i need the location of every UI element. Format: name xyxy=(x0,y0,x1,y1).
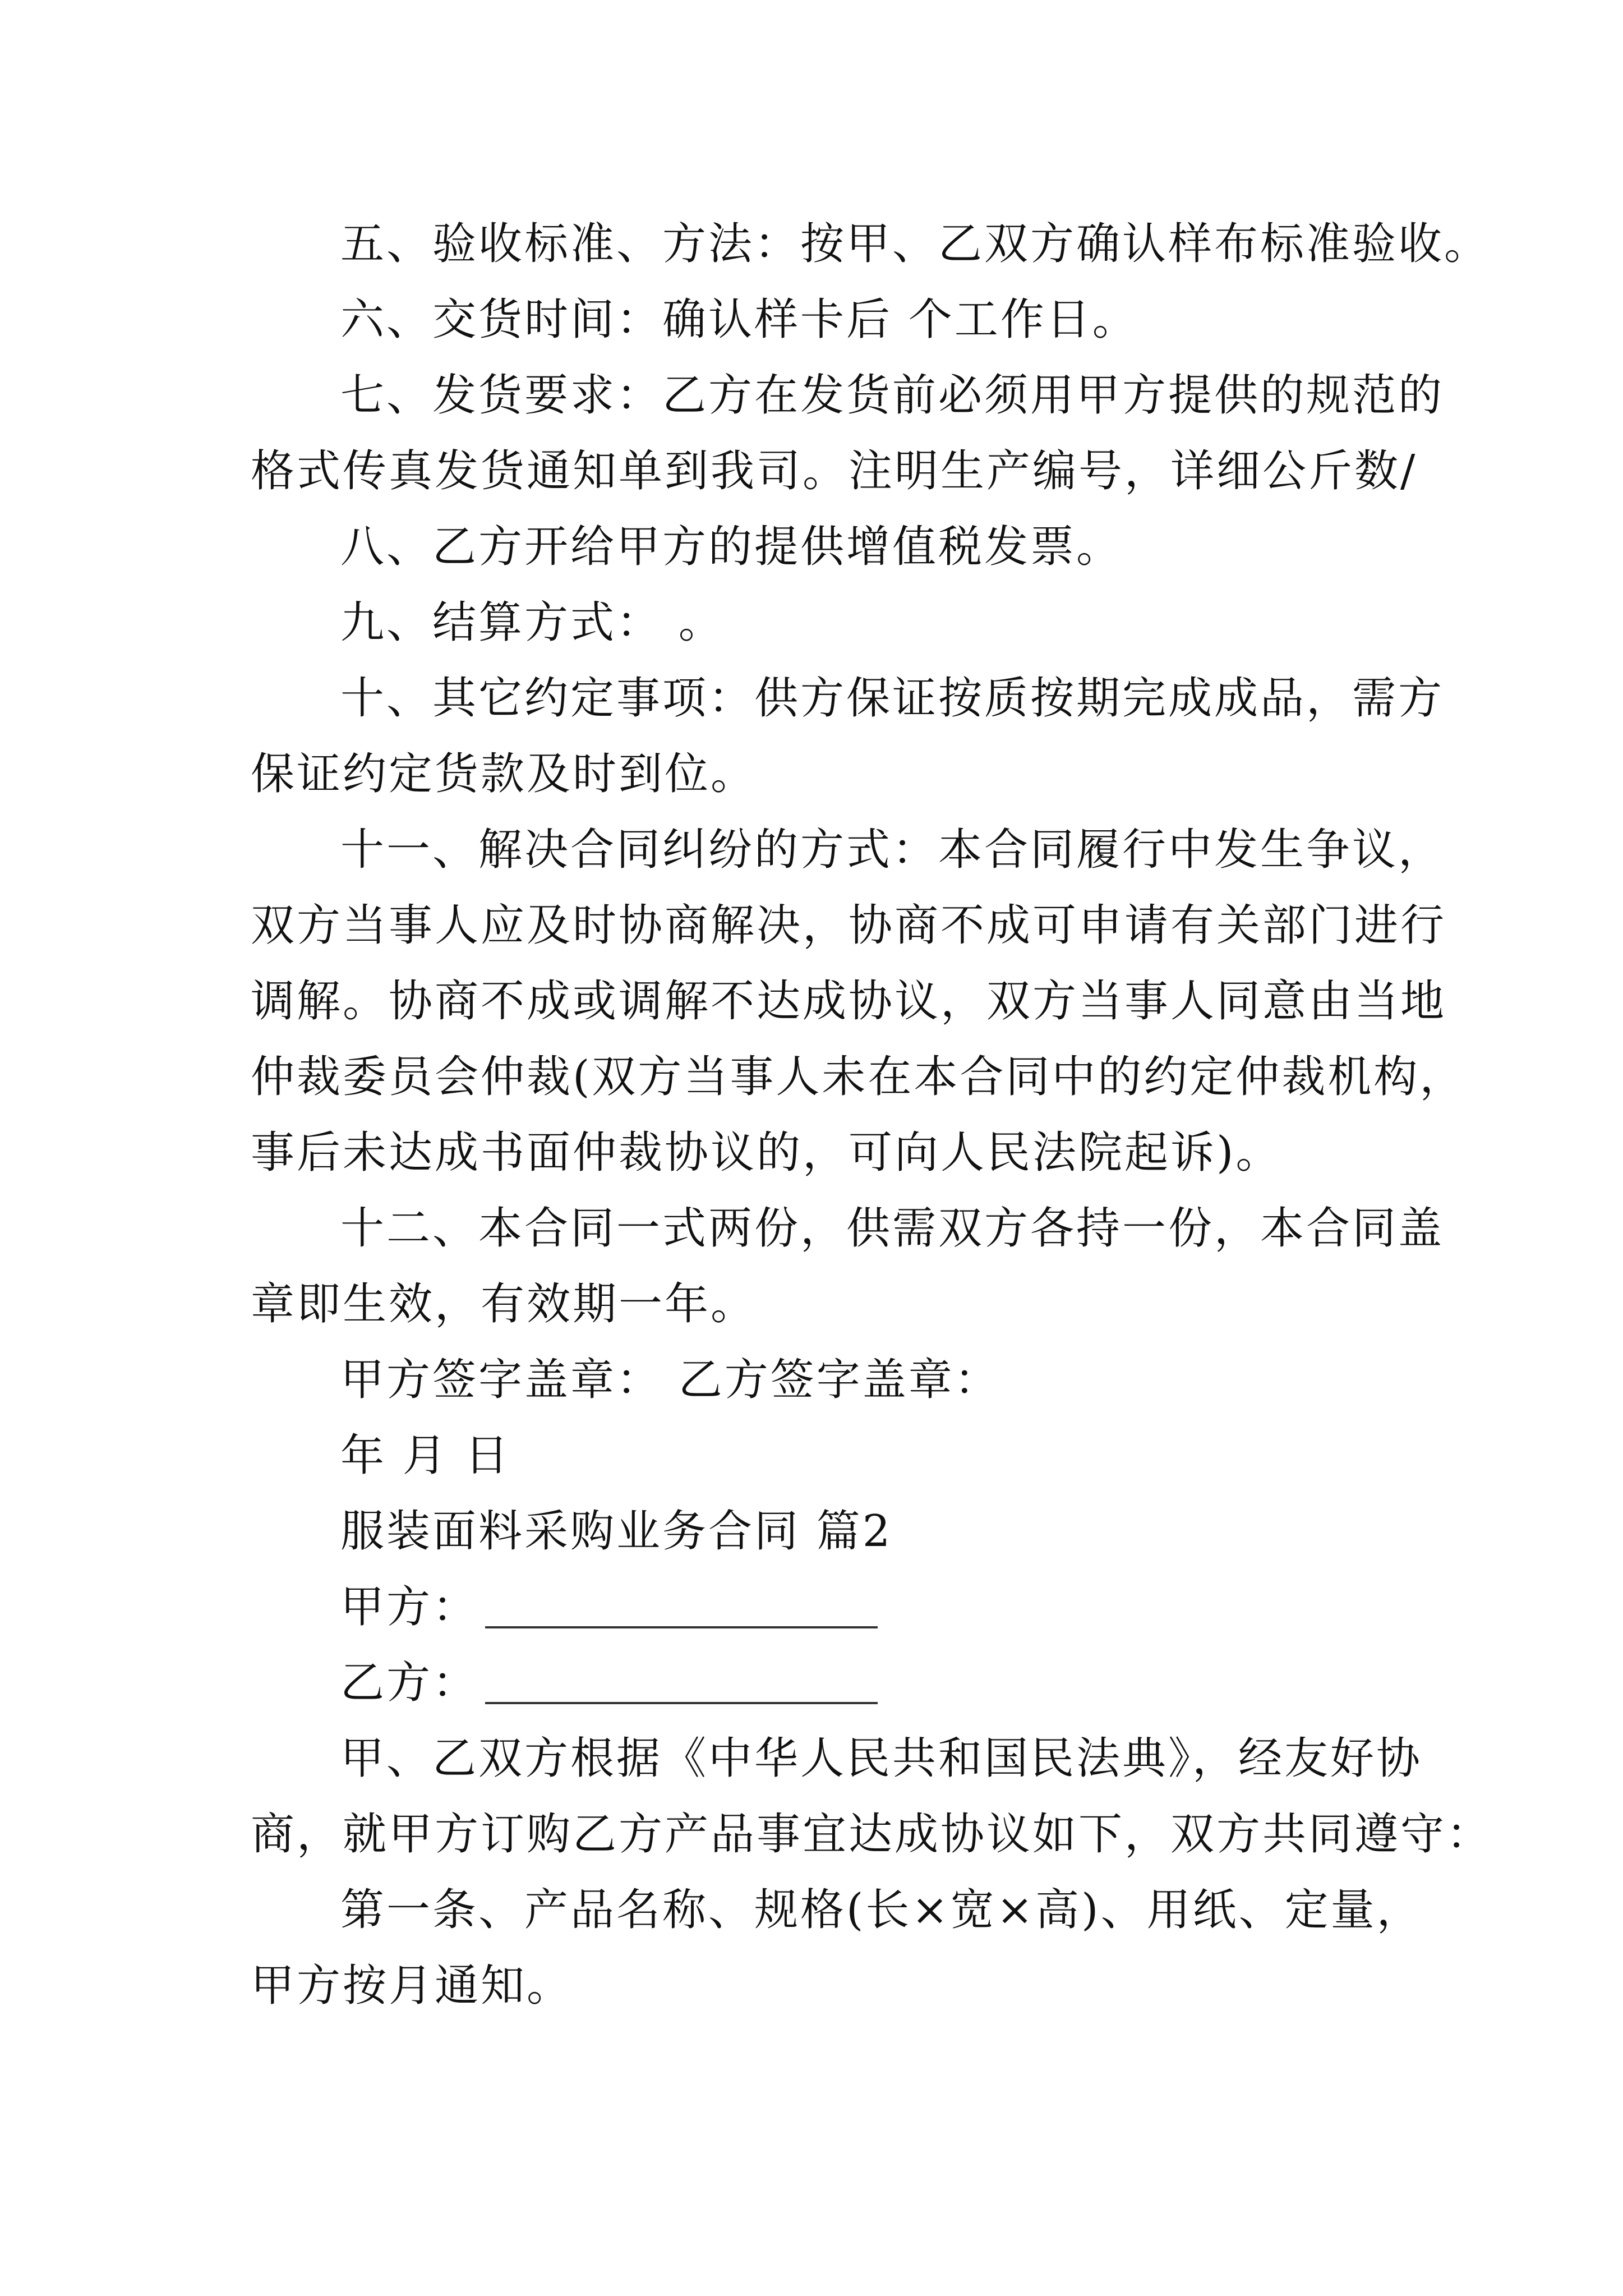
clause-10-line-1: 十、其它约定事项：供方保证按质按期完成成品，需方 xyxy=(340,673,1445,724)
preamble-line-2: 商，就甲方订购乙方产品事宜达成协议如下，双方共同遵守： xyxy=(251,1809,1493,1860)
article-1-line-2: 甲方按月通知。 xyxy=(251,1961,573,2011)
clause-11-line-4: 仲裁委员会仲裁(双方当事人未在本合同中的约定仲裁机构， xyxy=(251,1052,1466,1102)
contract-2-title: 服装面料采购业务合同 篇2 xyxy=(340,1506,893,1557)
party-b-line xyxy=(340,1649,878,1717)
clause-11-line-5: 事后未达成书面仲裁协议的，可向人民法院起诉)。 xyxy=(251,1128,1282,1178)
clause-12-line-2: 章即生效，有效期一年。 xyxy=(251,1279,757,1329)
clause-11-line-1: 十一、解决合同纠纷的方式：本合同履行中发生争议， xyxy=(340,825,1445,875)
clause-5: 五、验收标准、方法：按甲、乙双方确认样布标准验收。 xyxy=(340,219,1491,269)
article-1-line-1: 第一条、产品名称、规格(长×宽×高)、用纸、定量， xyxy=(340,1885,1423,1935)
date-line: 年 月 日 xyxy=(340,1430,511,1481)
party-a-line xyxy=(340,1573,878,1641)
party-a-blank xyxy=(485,1626,878,1628)
clause-12-line-1: 十二、本合同一式两份，供需双方各持一份，本合同盖 xyxy=(340,1203,1445,1254)
party-b-blank xyxy=(485,1702,878,1704)
signature-line: 甲方签字盖章： 乙方签字盖章： xyxy=(340,1355,1000,1405)
clause-11-line-2: 双方当事人应及时协商解决，协商不成可申请有关部门进行 xyxy=(251,900,1447,951)
clause-11-line-3: 调解。协商不成或调解不达成协议，双方当事人同意由当地 xyxy=(251,976,1447,1027)
party-a-label: 甲方： xyxy=(340,1582,479,1632)
preamble-line-1: 甲、乙双方根据《中华人民共和国民法典》，经友好协 xyxy=(340,1733,1423,1784)
clause-7-line-1: 七、发货要求：乙方在发货前必须用甲方提供的规范的 xyxy=(340,370,1445,421)
clause-8: 八、乙方开给甲方的提供增值税发票。 xyxy=(340,522,1123,572)
clause-6: 六、交货时间：确认样卡后 个工作日。 xyxy=(340,295,1138,345)
party-b-label: 乙方： xyxy=(340,1658,479,1708)
clause-7-line-2: 格式传真发货通知单到我司。注明生产编号，详细公斤数/ xyxy=(251,446,1418,496)
clause-10-line-2: 保证约定货款及时到位。 xyxy=(251,749,757,799)
clause-9: 九、结算方式： 。 xyxy=(340,597,725,648)
